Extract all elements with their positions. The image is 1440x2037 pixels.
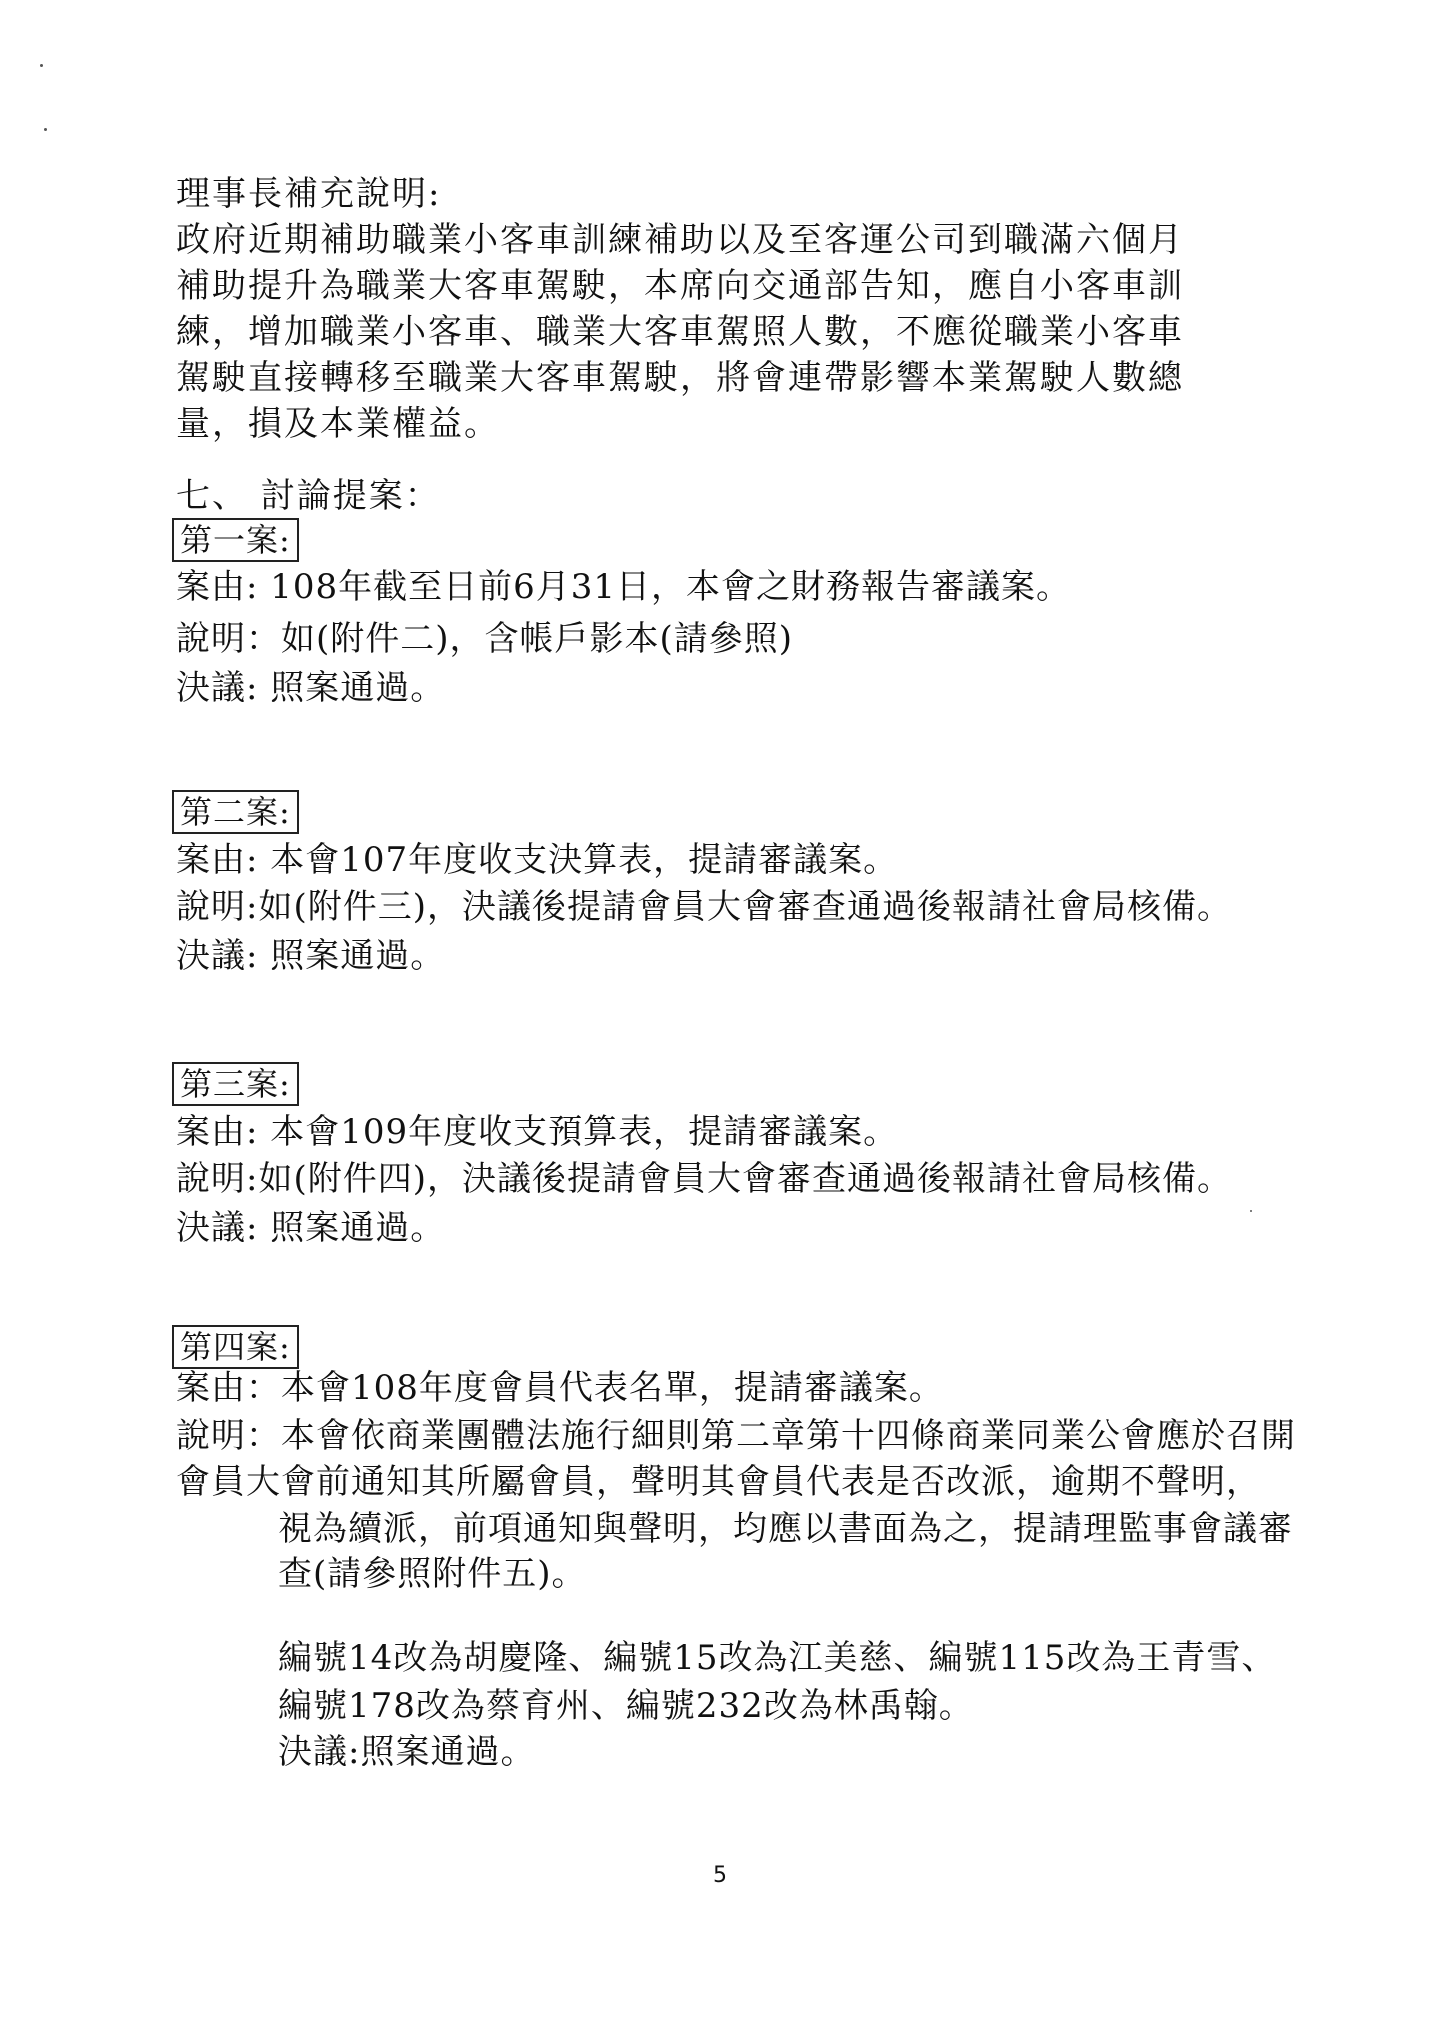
case-4-changes-line: 編號14改為胡慶隆、編號15改為江美慈、編號115改為王青雪、: [278, 1638, 1277, 1678]
case-3-resolution: 決議: 照案通過。: [176, 1208, 446, 1248]
scan-speck: [44, 128, 47, 131]
case-3-explanation: 說明:如(附件四)，決議後提請會員大會審查通過後報請社會局核備。: [176, 1159, 1232, 1199]
case-2-reason: 案由: 本會107年度收支決算表，提請審議案。: [176, 840, 899, 880]
case-4-reason: 案由：本會108年度會員代表名單，提請審議案。: [176, 1368, 944, 1408]
case-2-resolution: 決議: 照案通過。: [176, 936, 446, 976]
case-3-reason: 案由: 本會109年度收支預算表，提請審議案。: [176, 1112, 899, 1152]
case-4-explanation-line: 視為續派，前項通知與聲明，均應以書面為之，提請理監事會議審: [278, 1509, 1293, 1549]
case-1-reason: 案由: 108年截至日前6月31日，本會之財務報告審議案。: [176, 567, 1072, 607]
case-1-title: 第一案:: [172, 518, 299, 562]
case-4-title: 第四案:: [172, 1325, 299, 1369]
scan-speck: [40, 64, 43, 67]
case-3-title: 第三案:: [172, 1062, 299, 1106]
section-heading: 七、 討論提案：: [176, 476, 441, 516]
supplement-line: 駕駛直接轉移至職業大客車駕駛，將會連帶影響本業駕駛人數總: [176, 358, 1184, 398]
scan-speck: [1250, 1210, 1252, 1212]
case-1-resolution: 決議: 照案通過。: [176, 668, 446, 708]
case-1-explanation: 說明：如(附件二)，含帳戶影本(請參照): [176, 619, 794, 659]
case-4-explanation-line: 會員大會前通知其所屬會員，聲明其會員代表是否改派，逾期不聲明，: [176, 1462, 1261, 1502]
case-2-explanation: 說明:如(附件三)，決議後提請會員大會審查通過後報請社會局核備。: [176, 887, 1232, 927]
supplement-line: 練，增加職業小客車、職業大客車駕照人數，不應從職業小客車: [176, 312, 1184, 352]
supplement-line: 量，損及本業權益。: [176, 404, 500, 444]
case-2-title: 第二案:: [172, 790, 299, 834]
supplement-line: 政府近期補助職業小客車訓練補助以及至客運公司到職滿六個月: [176, 220, 1184, 260]
page-number: 5: [713, 1863, 727, 1888]
case-4-explanation-line: 查(請參照附件五)。: [278, 1554, 587, 1594]
case-4-explanation-line: 說明：本會依商業團體法施行細則第二章第十四條商業同業公會應於召開: [176, 1416, 1296, 1456]
supplement-heading: 理事長補充說明:: [176, 174, 442, 214]
supplement-line: 補助提升為職業大客車駕駛，本席向交通部告知，應自小客車訓: [176, 266, 1184, 306]
case-4-resolution: 決議:照案通過。: [278, 1732, 536, 1772]
case-4-changes-line: 編號178改為蔡育州、編號232改為林禹翰。: [278, 1686, 974, 1726]
